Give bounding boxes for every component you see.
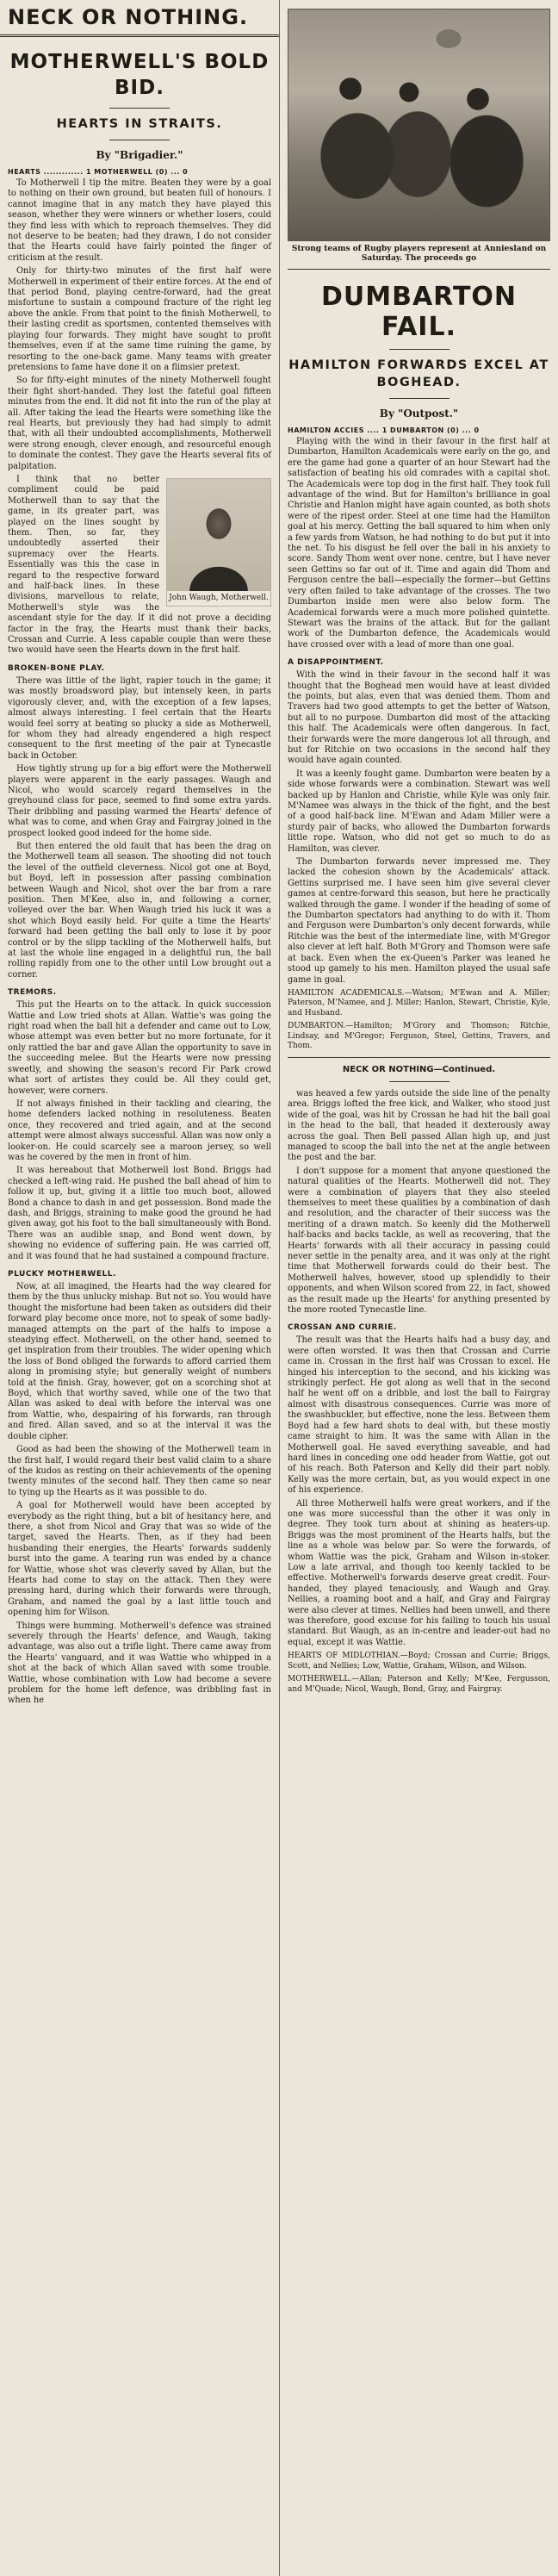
subheadline: HAMILTON FORWARDS EXCEL AT BOGHEAD. [288, 358, 549, 389]
article-paragraph: The Dumbarton forwards never impressed me. They lacked the cohesion shown by the Academicals' attack. Gettins surprised me. I have seen him give several clever games at centre-forward this season, but here he practically walked through the game. I wonder if the heading of some of the Dumbarton spectators had anything to do with it. Thom and Ferguson were Dumbarton's only decent forwards, while Ritchie was the best of the intermediate line, with M'Gregor also clever at left half. Both M'Grory and Thomson were safe at back. Even when the ex-Queen's Parker was leaned he stood up gamely to his men. Hamilton played the usual safe game in goal. [288, 857, 550, 985]
subheadline: HEARTS IN STRAITS. [56, 117, 223, 131]
byline: By "Brigadier." [96, 149, 183, 161]
headline: DUMBARTON FAIL. [320, 282, 518, 342]
portrait-photo [167, 479, 270, 591]
section-subhead: TREMORS. [8, 988, 57, 998]
article-paragraph: To Motherwell I tip the mitre. Beaten they were by a goal to nothing on their own ground, but beaten full of honours. I cannot imagine that in any match they have played this season, whether they were winners or whether losers, could they find less with which to reproach themselves. They did not deserve to be beaten; had they drawn, I do not consider that the Hearts could have fairly pointed the finger of criticism at the result. [8, 178, 271, 263]
score-line: HAMILTON ACCIES .... 1 DUMBARTON (0) ... 0 [288, 426, 480, 434]
section-subhead: A DISAPPOINTMENT. [288, 658, 384, 668]
player-portrait [166, 478, 271, 607]
divider [288, 1057, 550, 1058]
article-paragraph: There was little of the light, rapier touch in the game; it was mostly broadsword play, but intensely keen, in parts vigorously clever, and, with the exception of a few lapses, almost always interesting. I feel certain that the Hearts would feel sorry at beating so plucky a side as Motherwell, for whom they had already engendered a high respect consequent to the first meeting of the pair at Tynecastle back in October. [8, 675, 271, 761]
article-paragraph: How tightly strung up for a big effort were the Motherwell players were apparent in the early passages. Waugh and Nicol, who would scarcely regard themselves in the greyhound class for pace, seemed to find some extra yards. Their dribbling and passing warmed the Hearts' defence of what was to come, and when Gray and Fairgray joined in the prospect looked good indeed for the home side. [8, 764, 271, 838]
right-column [280, 0, 558, 2576]
article-paragraph: All three Motherwell halfs were great workers, and if the one was more successful than the other it was only in degree. They took turn about at shining as heaters-up. Briggs was the most prominent of the Hearts halfs, but the line as a whole was below par. So were the forwards, of whom Wattie was the pick, Graham and Wilson in-stoker. Low a late arrival, and though too keenly tackled to be effective. Motherwell's forwards deserve great credit. Four-handed, they played tenaciously, and Waugh and Gray. Nellies, a roaming boot and a half, and Gray and Fairgray were also clever at times. Nellies had been unwell, and there was therefore, good excuse for his failing to touch his usual standard. But Waugh, as an in-centre and leader-out had no equal, except it was Wattie. [288, 1498, 550, 1647]
score-line: HEARTS ............. 1 MOTHERWELL (0) ... 0 [8, 168, 189, 176]
team-lineup: HEARTS OF MIDLOTHIAN.—Boyd; Crossan and Currie; Briggs, Scott, and Nellies; Low, Wattie, Graham, Wilson, and Wilson. [288, 1652, 550, 1671]
divider [109, 108, 170, 109]
article-paragraph: was heaved a few yards outside the side line of the penalty area. Briggs lofted the free kick, and Walker, who stood just wide of the goal, was hit by Crossan he had hit the ball goal in the head to the ball, that headed it dexterously away across the goal. Then Bell passed Allan high up, and just managed to scoop the ball into the net at the angle between the post and the bar. [288, 1088, 550, 1163]
article-paragraph: But then entered the old fault that has been the drag on the Motherwell team all season. The shooting did not touch the level of the outfield cleverness. Nicol got one at Boyd, but Boyd, left in possession after passing combination between Waugh and Nicol, shot over the bar from a rare position. Then M'Kee, also in, and following a corner, volleyed over the bar. When Waugh tried his luck it was a shot which Boyd easily held. For quite a time the Hearts' forward had been getting the ball only to lose it by poor control or by the slipp tackling of the Motherwell halfs, but at last the whole line engaged in a delightful run, the ball rolling rapidly from one to the other until Low brought out a corner. [8, 841, 271, 980]
headline: MOTHERWELL'S BOLD BID. [9, 51, 270, 99]
article-paragraph: Only for thirty-two minutes of the first half were Motherwell in experiment of their entire forces. At the end of that period Bond, playing centre-forward, had the great misfortune to sustain a compound fracture of the right leg above the ankle. From that point to the finish Motherwell, to their lasting credit as sportsmen, contented themselves with playing four forwards. They might have sought to profit themselves, even if at the same time ruining the game, by resorting to the one-back game. Many teams with greater pretensions to fame have done it on a flimsier pretext. [8, 266, 271, 372]
article-paragraph: This put the Hearts on to the attack. In quick succession Wattie and Low tried shots at Allan. Wattie's was going the right road when the ball hit a defender and came out to Low, whose attempt was even better but no more fortunate, for it only rattled the bar and gave Allan the opportunity to save in the succeeding melee. But the Hearts were now pressing sweetly, and showing the season's record Fir Park crowd what sort of artistes they could be. All they could get, however, were corners. [8, 1000, 271, 1096]
team-lineup: DUMBARTON.—Hamilton; M'Grory and Thomson; Ritchie, Lindsay, and M'Gregor; Ferguson, Steel, Gettins, Travers, and Thom. [288, 1022, 550, 1051]
article-paragraph: Things were humming. Motherwell's defence was strained severely through the Hearts' defence, and Waugh, taking advantage, was also out a trifle light. There came away from the Hearts' vanguard, and it was Wattie who whipped in a shot at the back of which Allan saved with some trouble. Wattie, whose combination with Low had become a severe problem for the home left defence, was dribbling fast in when he [8, 1621, 271, 1706]
article-paragraph: Good as had been the showing of the Motherwell team in the first half, I would regard their best valid claim to a share of the kudos as resting on their achievements of the opening twenty minutes of the second half. They then came so near to tying up the Hearts as it was possible to do. [8, 1445, 271, 1497]
divider [389, 1081, 450, 1082]
article-paragraph: With the wind in their favour in the second half it was thought that the Boghead men would have at least divided the points, but alas, even that was denied them. Thom and Travers had two good attempts to get the better of Watson, but all to no purpose. Dumbarton did most of the attacking this half. The Academicals were often dangerous. In fact, their forwards were the more dangerous lot all through, and but for Ritchie on two occasions in the second half they would have again counted. [288, 670, 550, 766]
section-subhead: PLUCKY MOTHERWELL. [8, 1270, 116, 1279]
photo-caption: Strong teams of Rugby players represent at Anniesland on Saturday. The proceeds go [291, 245, 547, 263]
section-subhead: BROKEN-BONE PLAY. [8, 663, 105, 673]
team-lineup: MOTHERWELL.—Allan; Paterson and Kelly; M'Kee, Fergusson, and M'Quade; Nicol, Waugh, Bond, Gray, and Fairgray. [288, 1675, 550, 1694]
divider [389, 398, 450, 399]
continued-heading: NECK OR NOTHING—Continued. [342, 1064, 496, 1074]
article-paragraph: The result was that the Hearts halfs had a busy day, and were often worsted. It was then that Crossan and Currie came in. Crossan in the first half was Crossan to excel. He hinged his interception to the second, and his kicking was strikingly perfect. He got along as well that in the second half he went off on a dribble, and lost the ball to Fairgray almost with disastrous consequences. Currie was more of the swashbuckler, but effective, none the less. Between them Boyd had a few hard shots to deal with, but these mostly came straight to him. It was the same with Allan in the Motherwell goal. He saved everything saveable, and had hard lines in conceding one odd header from Wattie, got out of his reach. Both Paterson and Kelly did their part nobly. Kelly was the more certain, but, as you would expect in one of his experience. [288, 1335, 550, 1496]
section-banner: NECK OR NOTHING. [0, 0, 279, 37]
article-paragraph: I don't suppose for a moment that anyone questioned the natural qualities of the Hearts. Motherwell did not. They were a combination of players that they also steeled themselves to meet these qualities by a combination of dash and resolution, and the character of their success was the meriting of a drawn match. So keenly did the Motherwell half-backs and backs tackle, as well as recovering, that the Hearts' forwards with all their accuracy in passing could never settle in the penalty area, and it was only at the right time that Motherwell forwards could do their best. The Motherwell halves, however, stood up splendidly to their opponents, and when Wilson scored from 22, in fact, showed as the result made up the Hearts' for anything presented by the more rooted Tynecastle line. [288, 1166, 550, 1316]
team-lineup: HAMILTON ACADEMICALS.—Watson; M'Ewan and A. Miller; Paterson, M'Namee, and J. Miller; Hanlon, Stewart, Christie, Kyle, and Husband. [288, 988, 550, 1017]
portrait-caption: John Waugh, Motherwell. [169, 593, 269, 602]
article-paragraph: Playing with the wind in their favour in the first half at Dumbarton, Hamilton Academicals were early on the go, and ere the game had gone a quarter of an hour Stewart had the satisfaction of beating his old comrades with a capital shot. The Academicals were top dog in the first half. They took full advantage of the wind. But for Hamilton's brilliance in goal Christie and Hanlon might have again counted, as both shots were of the ripest order. Steel at one time had the Hamilton goal at his mercy. Getting the ball squared to him when only a few yards from Watson, he had nothing to do but put it into the net. To his disgust he fell over the ball in his anxiety to score. Sandy Thom went over none. centre, but I have never seen Gettins so far out of it. Time and again did Thom and Ferguson centre the ball—especially the former—but Gettins very often failed to take advantage of the crosses. The two Dumbarton inside men were also below form. The Academical forwards were a much more polished quintette. Stewart was the brains of the attack. But for the gallant work of the Dumbarton defence, the Academicals would have crossed over with a lead of more than one goal. [288, 437, 550, 650]
rugby-photo [288, 9, 550, 241]
article-paragraph: A goal for Motherwell would have been accepted by everybody as the right thing, but a bit of hesitancy here, and there, a shot from Nicol and Gray that was so wide of the target, saved the Hearts. Then, as if they had been husbanding their energies, the Hearts' forwards suddenly burst into the game. A tearing run was ended by a chance for Wattie, whose shot was cleverly saved by Allan, but the Hearts had come to stay on the attack. Then they were pressing hard, during which their forwards were through, Graham, and named the goal by a last little touch and opening him for Wilson. [8, 1501, 271, 1618]
article-paragraph: It was a keenly fought game. Dumbarton were beaten by a side whose forwards were a combination. Stewart was well backed up by Hanlon and Christie, while Kyle was only fair. M'Namee was always in the thick of the fight, and the best of a good half-back line. M'Ewan and Adam Miller were a sturdy pair of backs, who allowed the Dumbarton forwards little rope. Watson, who did not get so much to do as Hamilton, was clever. [288, 768, 550, 854]
article-paragraph: If not always finished in their tackling and clearing, the home defenders lacked nothing in resoluteness. Beaten once, they recovered and tried again, and at the second attempt were almost always successful. Allan was now only a looker-on. He could scarcely see a maroon jersey, so well was he covered by the men in front of him. [8, 1098, 271, 1162]
section-subhead: CROSSAN AND CURRIE. [288, 1323, 397, 1333]
article-paragraph: So for fifty-eight minutes of the ninety Motherwell fought their fight short-handed. They lost the fateful goal fifteen minutes from the end. It did not fit into the run of the play at all. After taking the lead the Hearts were something like the real Hearts, but previously they had had simply to admit that, with all their undoubted accomplishments, Motherwell were strong enough, clever enough, and resourceful enough to dominate the contest. They gave the Hearts several fits of palpitation. [8, 376, 271, 471]
divider [389, 349, 450, 350]
article-paragraph: I think that no better compliment could be paid Motherwell than to say that the game, in its greater part, was played on the lines sought by them. Then, so far, they undoubtedly asserted their supremacy over the Hearts. Essentially was this the case in regard to the respective forward and half-back lines. In these divisions, marvellous to relate, Motherwell's style was the ascendant style for the day. If it did not prove a deciding factor in the fray, the Hearts must thank their backs, Crossan and Currie. A less capable couple than were these two would have seen the Hearts down in the first half. [8, 474, 271, 656]
article-paragraph: It was hereabout that Motherwell lost Bond. Briggs had checked a left-wing raid. He pushed the ball ahead of him to follow it up, but, giving it a little too much boot, allowed Bond a chance to dash in and get possession. Bond made the dash, and Briggs, straining to make good the ground he had given away, got his foot to the ball simultaneously with Bond. There was an audible snap, and Bond went down, by showing no evidence of suffering pain. He was carried off, and it was found that he had sustained a compound fracture. [8, 1166, 271, 1261]
byline: By "Outpost." [379, 408, 459, 420]
article-paragraph: Now, at all imagined, the Hearts had the way cleared for them by the thus unlucky mishap. But not so. You would have thought the misfortune had been taken as outsiders did their forward play become once more, not to speak of some badly-managed attempts on the part of the halfs to impose a steadying effect. Motherwell, on the other hand, seemed to get inspiration from their troubles. The wider opening which the loss of Bond obliged the forwards to afford carried them along in promising style; but generally weight of numbers told at the finish. Gray, however, got on a scorching shot at Boyd, which that worthy saved, while one of the two that Allan was asked to deal with before the interval was one from Wattie, who, despairing of his forwards, ran through and fired. Allan saved, and so at the interval it was the double cipher. [8, 1282, 271, 1441]
divider [288, 269, 550, 270]
